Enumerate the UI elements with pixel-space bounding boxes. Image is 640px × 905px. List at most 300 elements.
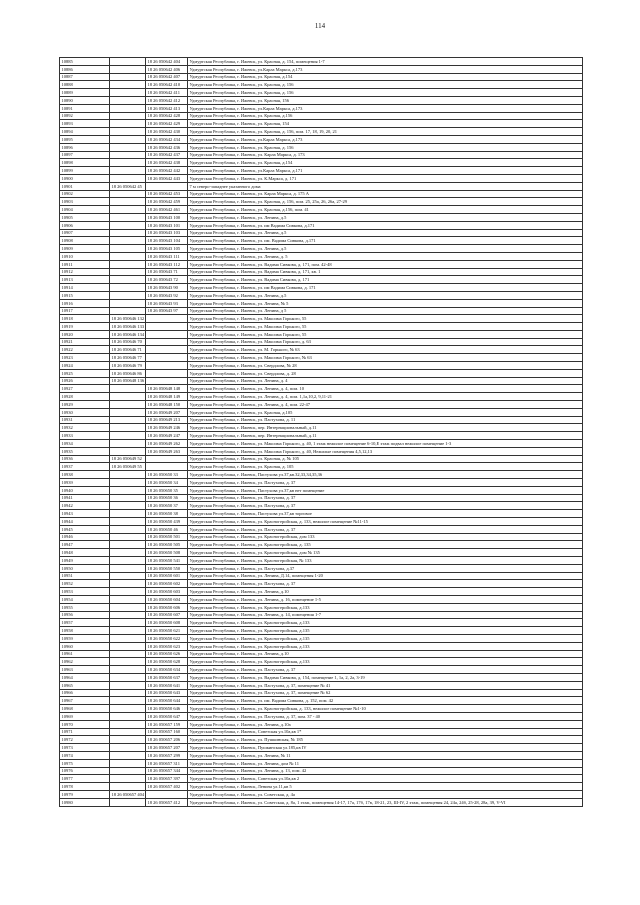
row-number-cell: 10895 (60, 135, 110, 143)
building-cadastral-cell: 18 26 050642 410 (146, 81, 188, 89)
table-row (60, 323, 583, 331)
address-cell: Удмуртская Республика, г. Ижевск, ул. Красная, д. № 105 (188, 455, 583, 463)
land-cadastral-cell (110, 502, 146, 510)
address-cell: Удмуртская Республика, г. Ижевск, ул. Пастухова, д.37 (188, 564, 583, 572)
building-cadastral-cell: 18 26 050650 602 (146, 580, 188, 588)
building-cadastral-cell: 18 26 050643 101 (146, 221, 188, 229)
building-cadastral-cell: 18 26 050649 247 (146, 432, 188, 440)
building-cadastral-cell: 18 26 050643 92 (146, 291, 188, 299)
table-row (60, 533, 583, 541)
row-number-cell: 10976 (60, 767, 110, 775)
row-number-cell: 10915 (60, 291, 110, 299)
address-cell: Удмуртская Республика, г. Ижевск, Пастухова ул.37,кв.32,33,34,35,36 (188, 471, 583, 479)
land-cadastral-cell (110, 213, 146, 221)
building-cadastral-cell: 18 26 050649 262 (146, 440, 188, 448)
table-row (60, 666, 583, 674)
building-cadastral-cell: 18 26 050649 207 (146, 408, 188, 416)
address-cell: Удмуртская Республика, г. Ижевск, ул. Пастухова, д. 37, помещение № 41 (188, 681, 583, 689)
building-cadastral-cell: 18 26 050650 603 (146, 588, 188, 596)
building-cadastral-cell: 18 26 050643 105 (146, 245, 188, 253)
address-cell: Удмуртская Республика, г. Ижевск, ул. Красногеройская, д. 133, нежилое помещение №1-10 (188, 705, 583, 713)
address-cell: Удмуртская Республика, г. Ижевск, ул. Ленина, д. 14, помещения 1-7 (188, 611, 583, 619)
table-row (60, 362, 583, 370)
building-cadastral-cell: 18 26 050650 38 (146, 510, 188, 518)
land-cadastral-cell (110, 681, 146, 689)
land-cadastral-cell (110, 424, 146, 432)
row-number-cell: 10960 (60, 642, 110, 650)
address-cell: Удмуртская Республика, г. Ижевск, ул. Ленина, д. 5 (188, 252, 583, 260)
table-row (60, 564, 583, 572)
address-cell: Удмуртская Республика, г. Ижевск, ул. Красная, д.105 (188, 408, 583, 416)
row-number-cell: 10967 (60, 697, 110, 705)
address-cell: Удмуртская Республика, г. Ижевск, Советская ул.10а,кв 2 (188, 775, 583, 783)
building-cadastral-cell: 18 26 050650 628 (146, 658, 188, 666)
row-number-cell: 10965 (60, 681, 110, 689)
row-number-cell: 10979 (60, 790, 110, 798)
building-cadastral-cell (146, 346, 188, 354)
land-cadastral-cell (110, 65, 146, 73)
building-cadastral-cell: 18 26 050642 412 (146, 96, 188, 104)
table-row (60, 96, 583, 104)
building-cadastral-cell: 18 26 050650 634 (146, 666, 188, 674)
table-row (60, 237, 583, 245)
table-row (60, 440, 583, 448)
land-cadastral-cell (110, 143, 146, 151)
land-cadastral-cell (110, 697, 146, 705)
land-cadastral-cell (110, 167, 146, 175)
land-cadastral-cell (110, 744, 146, 752)
land-cadastral-cell (110, 525, 146, 533)
address-cell: Удмуртская Республика, г. Ижевск, ул. Красная, д. 156 (188, 89, 583, 97)
row-number-cell: 10919 (60, 323, 110, 331)
row-number-cell: 10925 (60, 369, 110, 377)
row-number-cell: 10938 (60, 471, 110, 479)
address-cell: Удмуртская Республика, г. Ижевск, ул. Карла Маркса, д. 173 (188, 151, 583, 159)
row-number-cell: 10959 (60, 634, 110, 642)
building-cadastral-cell: 18 26 050657 160 (146, 728, 188, 736)
building-cadastral-cell: 18 26 050643 112 (146, 260, 188, 268)
row-number-cell: 10920 (60, 330, 110, 338)
land-cadastral-cell (110, 736, 146, 744)
address-cell: Удмуртская Республика, г. Ижевск, ул. Красногеройская, № 133 (188, 557, 583, 565)
table-row (60, 252, 583, 260)
land-cadastral-cell (110, 432, 146, 440)
address-cell: Удмуртская Республика, г. Ижевск, ул. Ленина, д.5 (188, 245, 583, 253)
address-cell: Удмуртская Республика, г. Ижевск, ул. им Вадима Сивкова, д. 171 (188, 284, 583, 292)
row-number-cell: 10900 (60, 174, 110, 182)
address-cell: Удмуртская Республика, г. Ижевск, ул. Ленина, д. 13, пом. 42 (188, 767, 583, 775)
land-cadastral-cell: 18 26 050646 77 (110, 354, 146, 362)
building-cadastral-cell: 18 26 050650 644 (146, 697, 188, 705)
row-number-cell: 10921 (60, 338, 110, 346)
address-cell: Удмуртская Республика, г. Ижевск, ул. Карла Маркса, д. 175 А (188, 190, 583, 198)
address-cell: Удмуртская Республика, г. Ижевск, ул. Красная, д. 156, пом. 17, 18, 19, 20, 21 (188, 128, 583, 136)
building-cadastral-cell: 18 26 050650 37 (146, 502, 188, 510)
land-cadastral-cell (110, 245, 146, 253)
row-number-cell: 10892 (60, 112, 110, 120)
table-row (60, 611, 583, 619)
address-cell: Удмуртская Республика, г. Ижевск, ул. Красная, д. 156 (188, 81, 583, 89)
land-cadastral-cell (110, 751, 146, 759)
land-cadastral-cell (110, 572, 146, 580)
row-number-cell: 10968 (60, 705, 110, 713)
row-number-cell: 10943 (60, 510, 110, 518)
land-cadastral-cell: 18 26 050646 86 (110, 369, 146, 377)
address-cell: Удмуртская Республика, г. Ижевск, ул. Вадима Сивкова, д. 154, помещение 1, 1а, 2, 2а, 3-19 (188, 673, 583, 681)
land-cadastral-cell (110, 307, 146, 315)
land-cadastral-cell (110, 798, 146, 806)
building-cadastral-cell: 18 26 050650 36 (146, 494, 188, 502)
building-cadastral-cell: 18 26 050657 159 (146, 720, 188, 728)
row-number-cell: 10893 (60, 120, 110, 128)
table-row (60, 673, 583, 681)
land-cadastral-cell (110, 416, 146, 424)
address-cell: Удмуртская Республика, г. Ижевск, ул. Красная, д. 154, помещения 1-7 (188, 58, 583, 66)
building-cadastral-cell (146, 377, 188, 385)
row-number-cell: 10904 (60, 206, 110, 214)
row-number-cell: 10896 (60, 143, 110, 151)
address-cell: Удмуртская Республика, г. Ижевск, ул. Пастухова, д. 37 (188, 525, 583, 533)
table-row (60, 159, 583, 167)
address-cell: Удмуртская Республика, г. Ижевск, ул. Красная, д.156 (188, 112, 583, 120)
row-number-cell: 10916 (60, 299, 110, 307)
address-cell: Удмуртская Республика, г. Ижевск, ул. Пастухова, д. 37, помещение № 62 (188, 689, 583, 697)
land-cadastral-cell (110, 128, 146, 136)
table-row (60, 369, 583, 377)
building-cadastral-cell: 18 26 050650 501 (146, 533, 188, 541)
table-row (60, 120, 583, 128)
address-cell: Удмуртская Республика, г. Ижевск, ул. Красногеройская, д.133 (188, 658, 583, 666)
address-cell: Удмуртская Республика, г. Ижевск, ул. им Вадима Сивкова, д.171 (188, 221, 583, 229)
table-row (60, 783, 583, 791)
building-cadastral-cell: 18 26 050643 90 (146, 284, 188, 292)
table-row (60, 377, 583, 385)
building-cadastral-cell: 18 26 050650 622 (146, 634, 188, 642)
building-cadastral-cell: 18 26 050650 606 (146, 603, 188, 611)
land-cadastral-cell (110, 221, 146, 229)
row-number-cell: 10970 (60, 720, 110, 728)
row-number-cell: 10951 (60, 572, 110, 580)
row-number-cell: 10935 (60, 447, 110, 455)
land-cadastral-cell (110, 198, 146, 206)
address-cell: Удмуртская Республика, г. Ижевск, ул. Ленина, дом № 11 (188, 759, 583, 767)
address-cell: Удмуртская Республика, г. Ижевск, ул. Пастухова, д. 37, пом. 37 - 40 (188, 712, 583, 720)
address-cell: Удмуртская Республика, г. Ижевск, ул. Пастухова, д. 37 (188, 479, 583, 487)
table-row (60, 572, 583, 580)
land-cadastral-cell (110, 284, 146, 292)
building-cadastral-cell: 18 26 050642 404 (146, 58, 188, 66)
table-row (60, 276, 583, 284)
table-row (60, 198, 583, 206)
building-cadastral-cell: 18 26 050650 643 (146, 689, 188, 697)
land-cadastral-cell (110, 603, 146, 611)
table-row (60, 401, 583, 409)
land-cadastral-cell (110, 580, 146, 588)
building-cadastral-cell: 18 26 050648 150 (146, 401, 188, 409)
table-row (60, 338, 583, 346)
address-cell: Удмуртская Республика, г. Ижевск, ул. Максима Горького, 55 (188, 323, 583, 331)
land-cadastral-cell (110, 486, 146, 494)
building-cadastral-cell: 18 26 050650 646 (146, 705, 188, 713)
land-cadastral-cell (110, 689, 146, 697)
address-cell: Удмуртская Республика, г. Ижевск, ул. Пастухова, д. 37 (188, 502, 583, 510)
land-cadastral-cell (110, 541, 146, 549)
land-cadastral-cell (110, 440, 146, 448)
land-cadastral-cell: 18 26 050657 404 (111, 791, 145, 797)
land-cadastral-cell (110, 557, 146, 565)
row-number-cell: 10913 (60, 276, 110, 284)
table-row (60, 549, 583, 557)
row-number-cell: 10980 (60, 798, 110, 806)
table-row (60, 73, 583, 81)
address-cell: Удмуртская Республика, г. Ижевск, Советская ул.10а,кв 1* (188, 728, 583, 736)
table-row (60, 510, 583, 518)
building-cadastral-cell: 18 26 050650 35 (146, 486, 188, 494)
address-cell: Удмуртская Республика, г. Ижевск, Пастухова ул.37,кв торговое (188, 510, 583, 518)
table-row (60, 486, 583, 494)
row-number-cell: 10912 (60, 268, 110, 276)
building-cadastral-cell: 18 26 050642 430 (146, 128, 188, 136)
land-cadastral-cell (110, 408, 146, 416)
address-cell: Удмуртская Республика, г. Ижевск, ул. Ленина, д. 4 (188, 377, 583, 385)
address-cell: Удмуртская Республика, г. Ижевск, ул. Красная, д. 105 (188, 463, 583, 471)
address-cell: Удмуртская Республика, г. Ижевск, ул. Ленина, д.10а (188, 720, 583, 728)
land-cadastral-cell (110, 705, 146, 713)
table-row (60, 751, 583, 759)
building-cadastral-cell (146, 354, 188, 362)
row-number-cell: 10939 (60, 479, 110, 487)
row-number-cell: 10956 (60, 611, 110, 619)
land-cadastral-cell (110, 595, 146, 603)
land-cadastral-cell: 18 26 050646 70 (110, 338, 146, 346)
row-number-cell: 10922 (60, 346, 110, 354)
address-cell: Удмуртская Республика, г. Ижевск, ул. Красная, д.154 (188, 73, 583, 81)
table-row (60, 759, 583, 767)
row-number-cell: 10890 (60, 96, 110, 104)
address-cell: Удмуртская Республика, г. Ижевск, ул. Максима Горького, д. 40, Нежилые помещения 4,5,12,13 (188, 447, 583, 455)
building-cadastral-cell: 18 26 050650 505 (146, 541, 188, 549)
row-number-cell: 10940 (60, 486, 110, 494)
row-number-cell: 10957 (60, 619, 110, 627)
table-row (60, 541, 583, 549)
building-cadastral-cell (146, 315, 188, 323)
address-cell: Удмуртская Республика, г. Ижевск, ул. Советская, д. 4а (188, 790, 583, 798)
table-row (60, 790, 583, 798)
table-row (60, 775, 583, 783)
address-cell: Удмуртская Республика, г. Ижевск, ул. им. Вадима Сивкова, д.171 (188, 237, 583, 245)
building-cadastral-cell: 18 26 050649 263 (146, 447, 188, 455)
table-row (60, 603, 583, 611)
land-cadastral-cell (110, 174, 146, 182)
table-row (60, 720, 583, 728)
table-row (60, 595, 583, 603)
table-row (60, 206, 583, 214)
table-row (60, 229, 583, 237)
address-cell: Удмуртская Республика, г. Ижевск, ул. Пастухова, д. 37 (188, 580, 583, 588)
land-cadastral-cell (110, 112, 146, 120)
land-cadastral-cell (110, 73, 146, 81)
table-row (60, 798, 583, 806)
land-cadastral-cell (110, 206, 146, 214)
land-cadastral-cell (110, 447, 146, 455)
building-cadastral-cell (146, 369, 188, 377)
land-cadastral-cell: 18 26 050646 134 (111, 331, 145, 337)
row-number-cell: 10911 (60, 260, 110, 268)
table-row (60, 408, 583, 416)
building-cadastral-cell (146, 463, 188, 471)
address-cell: Удмуртская Республика, г. Ижевск, пер. Интернациональный, д.11 (188, 424, 583, 432)
row-number-cell: 10933 (60, 432, 110, 440)
table-row (60, 330, 583, 338)
land-cadastral-cell (110, 120, 146, 128)
land-cadastral-cell: 18 26 050649 52 (110, 455, 146, 463)
row-number-cell: 10897 (60, 151, 110, 159)
table-row (60, 307, 583, 315)
row-number-cell: 10885 (60, 58, 110, 66)
row-number-cell: 10945 (60, 525, 110, 533)
address-cell: Удмуртская Республика, г. Ижевск, ул. Вадима Сивкова, д. 171, кв. 1 (188, 268, 583, 276)
row-number-cell: 10947 (60, 541, 110, 549)
building-cadastral-cell: 18 26 050643 111 (146, 252, 188, 260)
row-number-cell: 10927 (60, 385, 110, 393)
address-cell: Удмуртская Республика, г. Ижевск, ул.Карла Маркса, д.173 (188, 104, 583, 112)
land-cadastral-cell (110, 190, 146, 198)
building-cadastral-cell (146, 455, 188, 463)
building-cadastral-cell: 18 26 050650 637 (146, 673, 188, 681)
address-cell: Удмуртская Республика, г. Ижевск, ул. Ленина, д.5 (188, 229, 583, 237)
address-cell: Удмуртская Республика, г. Ижевск, ул. Красная, д.156, пом. 41 (188, 206, 583, 214)
address-cell: Удмуртская Республика, г. Ижевск, ул. Пастухова, д. 37 (188, 666, 583, 674)
address-cell: Удмуртская Республика, г. Ижевск, ул. Пастухова, д. 37 (188, 494, 583, 502)
row-number-cell: 10964 (60, 673, 110, 681)
table-row (60, 502, 583, 510)
land-cadastral-cell (110, 549, 146, 557)
address-cell: Удмуртская Республика, г. Ижевск, ул. Красная, 156 (188, 96, 583, 104)
row-number-cell: 10908 (60, 237, 110, 245)
table-row (60, 143, 583, 151)
table-row (60, 432, 583, 440)
building-cadastral-cell: 18 26 050657 207 (146, 744, 188, 752)
table-row (60, 346, 583, 354)
row-number-cell: 10942 (60, 502, 110, 510)
building-cadastral-cell: 18 26 050657 299 (146, 751, 188, 759)
address-cell: Удмуртская Республика, г. Ижевск, ул. Красногеройская, д. 133, нежилое помещение №11-15 (188, 518, 583, 526)
table-row (60, 268, 583, 276)
building-cadastral-cell (146, 338, 188, 346)
building-cadastral-cell: 18 26 050642 407 (146, 73, 188, 81)
table-row (60, 619, 583, 627)
row-number-cell: 10954 (60, 595, 110, 603)
row-number-cell: 10958 (60, 627, 110, 635)
address-cell: Удмуртская Республика, г. Ижевск, ул. Красногеройская, д.133 (188, 619, 583, 627)
building-cadastral-cell: 18 26 050650 604 (146, 595, 188, 603)
building-cadastral-cell: 18 26 050648 149 (146, 393, 188, 401)
row-number-cell: 10891 (60, 104, 110, 112)
row-number-cell: 10936 (60, 455, 110, 463)
table-row (60, 650, 583, 658)
building-cadastral-cell: 18 26 050643 97 (146, 307, 188, 315)
building-cadastral-cell: 18 26 050650 46 (146, 525, 188, 533)
land-cadastral-cell (110, 81, 146, 89)
land-cadastral-cell (110, 276, 146, 284)
building-cadastral-cell: 18 26 050642 461 (146, 206, 188, 214)
table-row (60, 393, 583, 401)
address-cell: Удмуртская Республика, г. Ижевск, ул. Красногеройская, д.135 (188, 634, 583, 642)
land-cadastral-cell (110, 159, 146, 167)
table-row (60, 245, 583, 253)
land-cadastral-cell: 18 26 050646 79 (110, 362, 146, 370)
building-cadastral-cell (146, 323, 188, 331)
table-row (60, 416, 583, 424)
row-number-cell: 10953 (60, 588, 110, 596)
building-cadastral-cell: 18 26 050657 402 (146, 783, 188, 791)
address-cell: Удмуртская Республика, г. Ижевск, ул. Максима Горького, д. 63 (188, 338, 583, 346)
building-cadastral-cell: 18 26 050650 626 (146, 650, 188, 658)
building-cadastral-cell: 18 26 050657 344 (146, 767, 188, 775)
land-cadastral-cell: 18 26 050646 132 (111, 316, 145, 322)
table-row (60, 151, 583, 159)
land-cadastral-cell (110, 252, 146, 260)
address-cell: Удмуртская Республика, г. Ижевск, пер. Интернациональный, д.11 (188, 432, 583, 440)
address-cell: Удмуртская Республика, г. Ижевск, ул. Вадима Сивкова, д. 171, пом. 42-48 (188, 260, 583, 268)
building-cadastral-cell (146, 362, 188, 370)
address-cell: Удмуртская Республика, г. Ижевск, ул. Ленина, д 5 (188, 307, 583, 315)
address-cell: Удмуртская Республика, г. Ижевск, ул.Карла Маркса, д.173 (188, 135, 583, 143)
building-cadastral-cell (146, 330, 188, 338)
address-cell: Удмуртская Республика, г. Ижевск, ул. Ленина, д. 4, пом. 1,1а,10,2, 9,11-21 (188, 393, 583, 401)
row-number-cell: 10910 (60, 252, 110, 260)
address-cell: Удмуртская Республика, г. Ижевск, ул. Красногеройская, д.135 (188, 627, 583, 635)
land-cadastral-cell (110, 588, 146, 596)
row-number-cell: 10931 (60, 416, 110, 424)
table-row (60, 494, 583, 502)
address-cell: Удмуртская Республика, г. Ижевск, ул. Красногеройская, д.133 (188, 603, 583, 611)
table-row (60, 627, 583, 635)
land-cadastral-cell (110, 518, 146, 526)
address-cell: Удмуртская Республика, г. Ижевск, ул. Вадима Сивкова, д. 171 (188, 276, 583, 284)
building-cadastral-cell: 18 26 050650 647 (146, 712, 188, 720)
land-cadastral-cell (110, 58, 146, 66)
building-cadastral-cell: 18 26 050648 148 (146, 385, 188, 393)
table-row (60, 58, 583, 66)
row-number-cell: 10929 (60, 401, 110, 409)
address-cell: Удмуртская Республика, г. Ижевск, ул. Свердлова, № 28 (188, 362, 583, 370)
land-cadastral-cell (110, 471, 146, 479)
row-number-cell: 10978 (60, 783, 110, 791)
address-cell: Удмуртская Республика, г. Ижевск, ул. Красная, д.154 (188, 159, 583, 167)
table-row (60, 104, 583, 112)
land-cadastral-cell (110, 229, 146, 237)
land-cadastral-cell (110, 260, 146, 268)
building-cadastral-cell: 18 26 050650 623 (146, 642, 188, 650)
building-cadastral-cell: 18 26 050649 246 (146, 424, 188, 432)
table-row (60, 89, 583, 97)
land-cadastral-cell: 18 26 050642 45 (110, 182, 146, 190)
building-cadastral-cell: 18 26 050643 93 (146, 299, 188, 307)
table-row (60, 518, 583, 526)
table-row (60, 315, 583, 323)
table-row (60, 424, 583, 432)
land-cadastral-cell (110, 479, 146, 487)
building-cadastral-cell: 18 26 050642 428 (146, 112, 188, 120)
address-cell: Удмуртская Республика, г. Ижевск, ул. Максима Горького, 55 (188, 315, 583, 323)
address-cell: Удмуртская Республика, г. Ижевск, ул. М. Горького, № 63 (188, 346, 583, 354)
row-number-cell: 10977 (60, 775, 110, 783)
table-row (60, 260, 583, 268)
land-cadastral-cell (110, 268, 146, 276)
row-number-cell: 10906 (60, 221, 110, 229)
address-cell: Удмуртская Республика, г. Ижевск, ул. Пушкинская, № 185 (188, 736, 583, 744)
